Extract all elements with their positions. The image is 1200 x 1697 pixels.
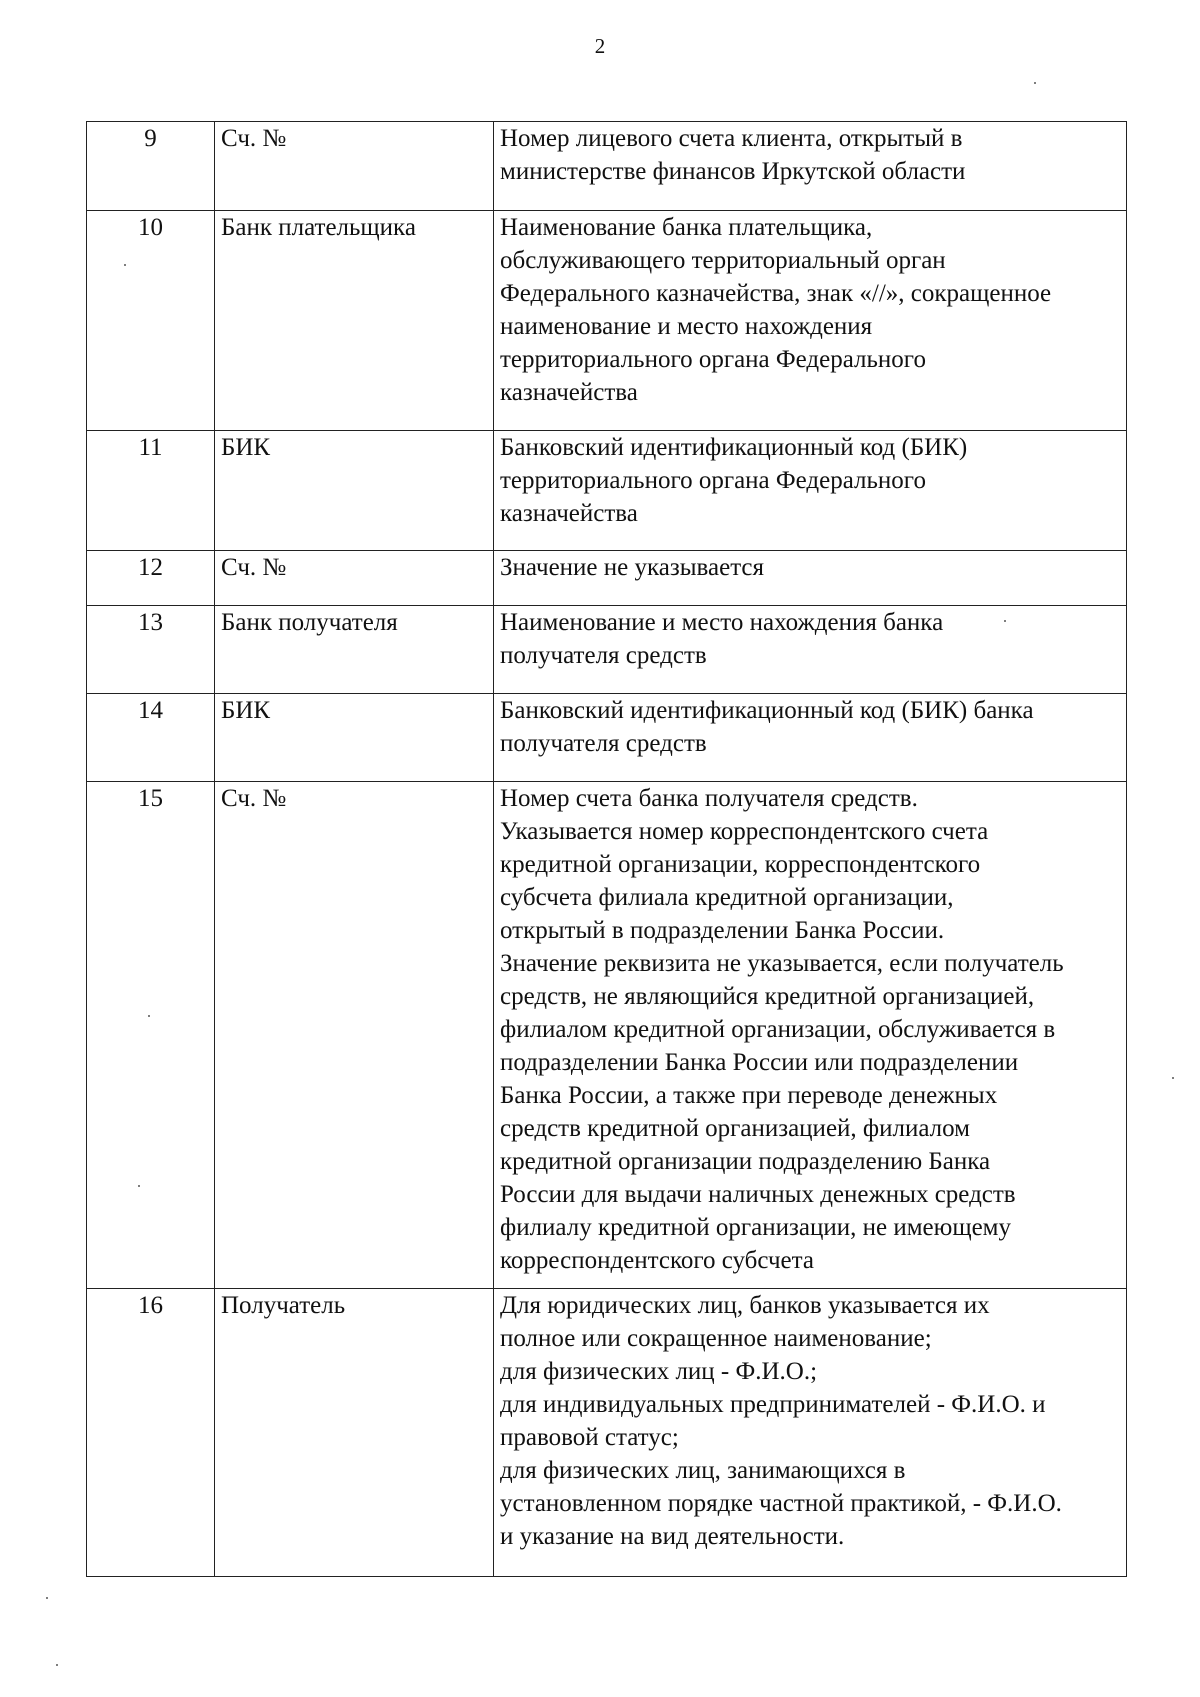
row-number: 11 xyxy=(87,431,215,551)
requisites-table-body xyxy=(87,122,1127,1577)
field-name: Сч. № xyxy=(215,122,494,211)
field-description: Банковский идентификационный код (БИК) территориального органа Федерального казначейства xyxy=(494,431,1127,551)
scan-speck xyxy=(46,1597,48,1599)
table-row xyxy=(87,431,1127,551)
scan-speck xyxy=(138,1185,140,1187)
row-number: 10 xyxy=(87,211,215,431)
field-name: БИК xyxy=(215,431,494,551)
table-row xyxy=(87,551,1127,606)
scan-speck xyxy=(1004,620,1006,622)
scan-speck xyxy=(56,1664,58,1666)
page-number: 2 xyxy=(594,34,606,58)
scan-speck xyxy=(1172,1077,1174,1079)
field-name: БИК xyxy=(215,694,494,782)
field-name: Банк плательщика xyxy=(215,211,494,431)
scan-speck xyxy=(1034,82,1036,84)
field-description: Наименование и место нахождения банка получателя средств xyxy=(494,606,1127,694)
row-number: 13 xyxy=(87,606,215,694)
table-row xyxy=(87,122,1127,211)
requisites-table xyxy=(86,121,1127,1577)
scan-speck xyxy=(148,1015,150,1017)
table-row xyxy=(87,211,1127,431)
field-name: Сч. № xyxy=(215,551,494,606)
field-name: Банк получателя xyxy=(215,606,494,694)
table-row xyxy=(87,694,1127,782)
field-description: Номер счета банка получателя средств. Указывается номер корреспондентского счета кредитной организации, корреспондентского субсчета филиала кредитной организации, открытый в подразделении Банка России. Значение реквизита не указывается, если получатель средств, не являющийся кредитной организацией, филиалом кредитной организации, обслуживается в подразделении Банка России или подразделении Банка России, а также при переводе денежных средств кредитной организацией, филиалом кредитной организации подразделению Банка России для выдачи наличных денежных средств филиалу кредитной организации, не имеющему корреспондентского субсчета xyxy=(494,782,1127,1289)
field-description: Значение не указывается xyxy=(494,551,1127,606)
field-description: Наименование банка плательщика, обслуживающего территориальный орган Федерального казначейства, знак «//», сокращенное наименование и место нахождения территориального органа Федерального казначейства xyxy=(494,211,1127,431)
row-number: 12 xyxy=(87,551,215,606)
field-name: Сч. № xyxy=(215,782,494,1289)
row-number: 15 xyxy=(87,782,215,1289)
table-row xyxy=(87,606,1127,694)
row-number: 9 xyxy=(87,122,215,211)
row-number: 16 xyxy=(87,1289,215,1577)
field-name: Получатель xyxy=(215,1289,494,1577)
table-row xyxy=(87,782,1127,1289)
field-description: Для юридических лиц, банков указывается их полное или сокращенное наименование; для физических лиц - Ф.И.О.; для индивидуальных предпринимателей - Ф.И.О. и правовой статус; для физических лиц, занимающихся в установленном порядке частной практикой, - Ф.И.О. и указание на вид деятельности. xyxy=(494,1289,1127,1577)
field-description: Номер лицевого счета клиента, открытый в министерстве финансов Иркутской области xyxy=(494,122,1127,211)
field-description: Банковский идентификационный код (БИК) банка получателя средств xyxy=(494,694,1127,782)
table-row xyxy=(87,1289,1127,1577)
scan-speck xyxy=(124,264,126,266)
row-number: 14 xyxy=(87,694,215,782)
